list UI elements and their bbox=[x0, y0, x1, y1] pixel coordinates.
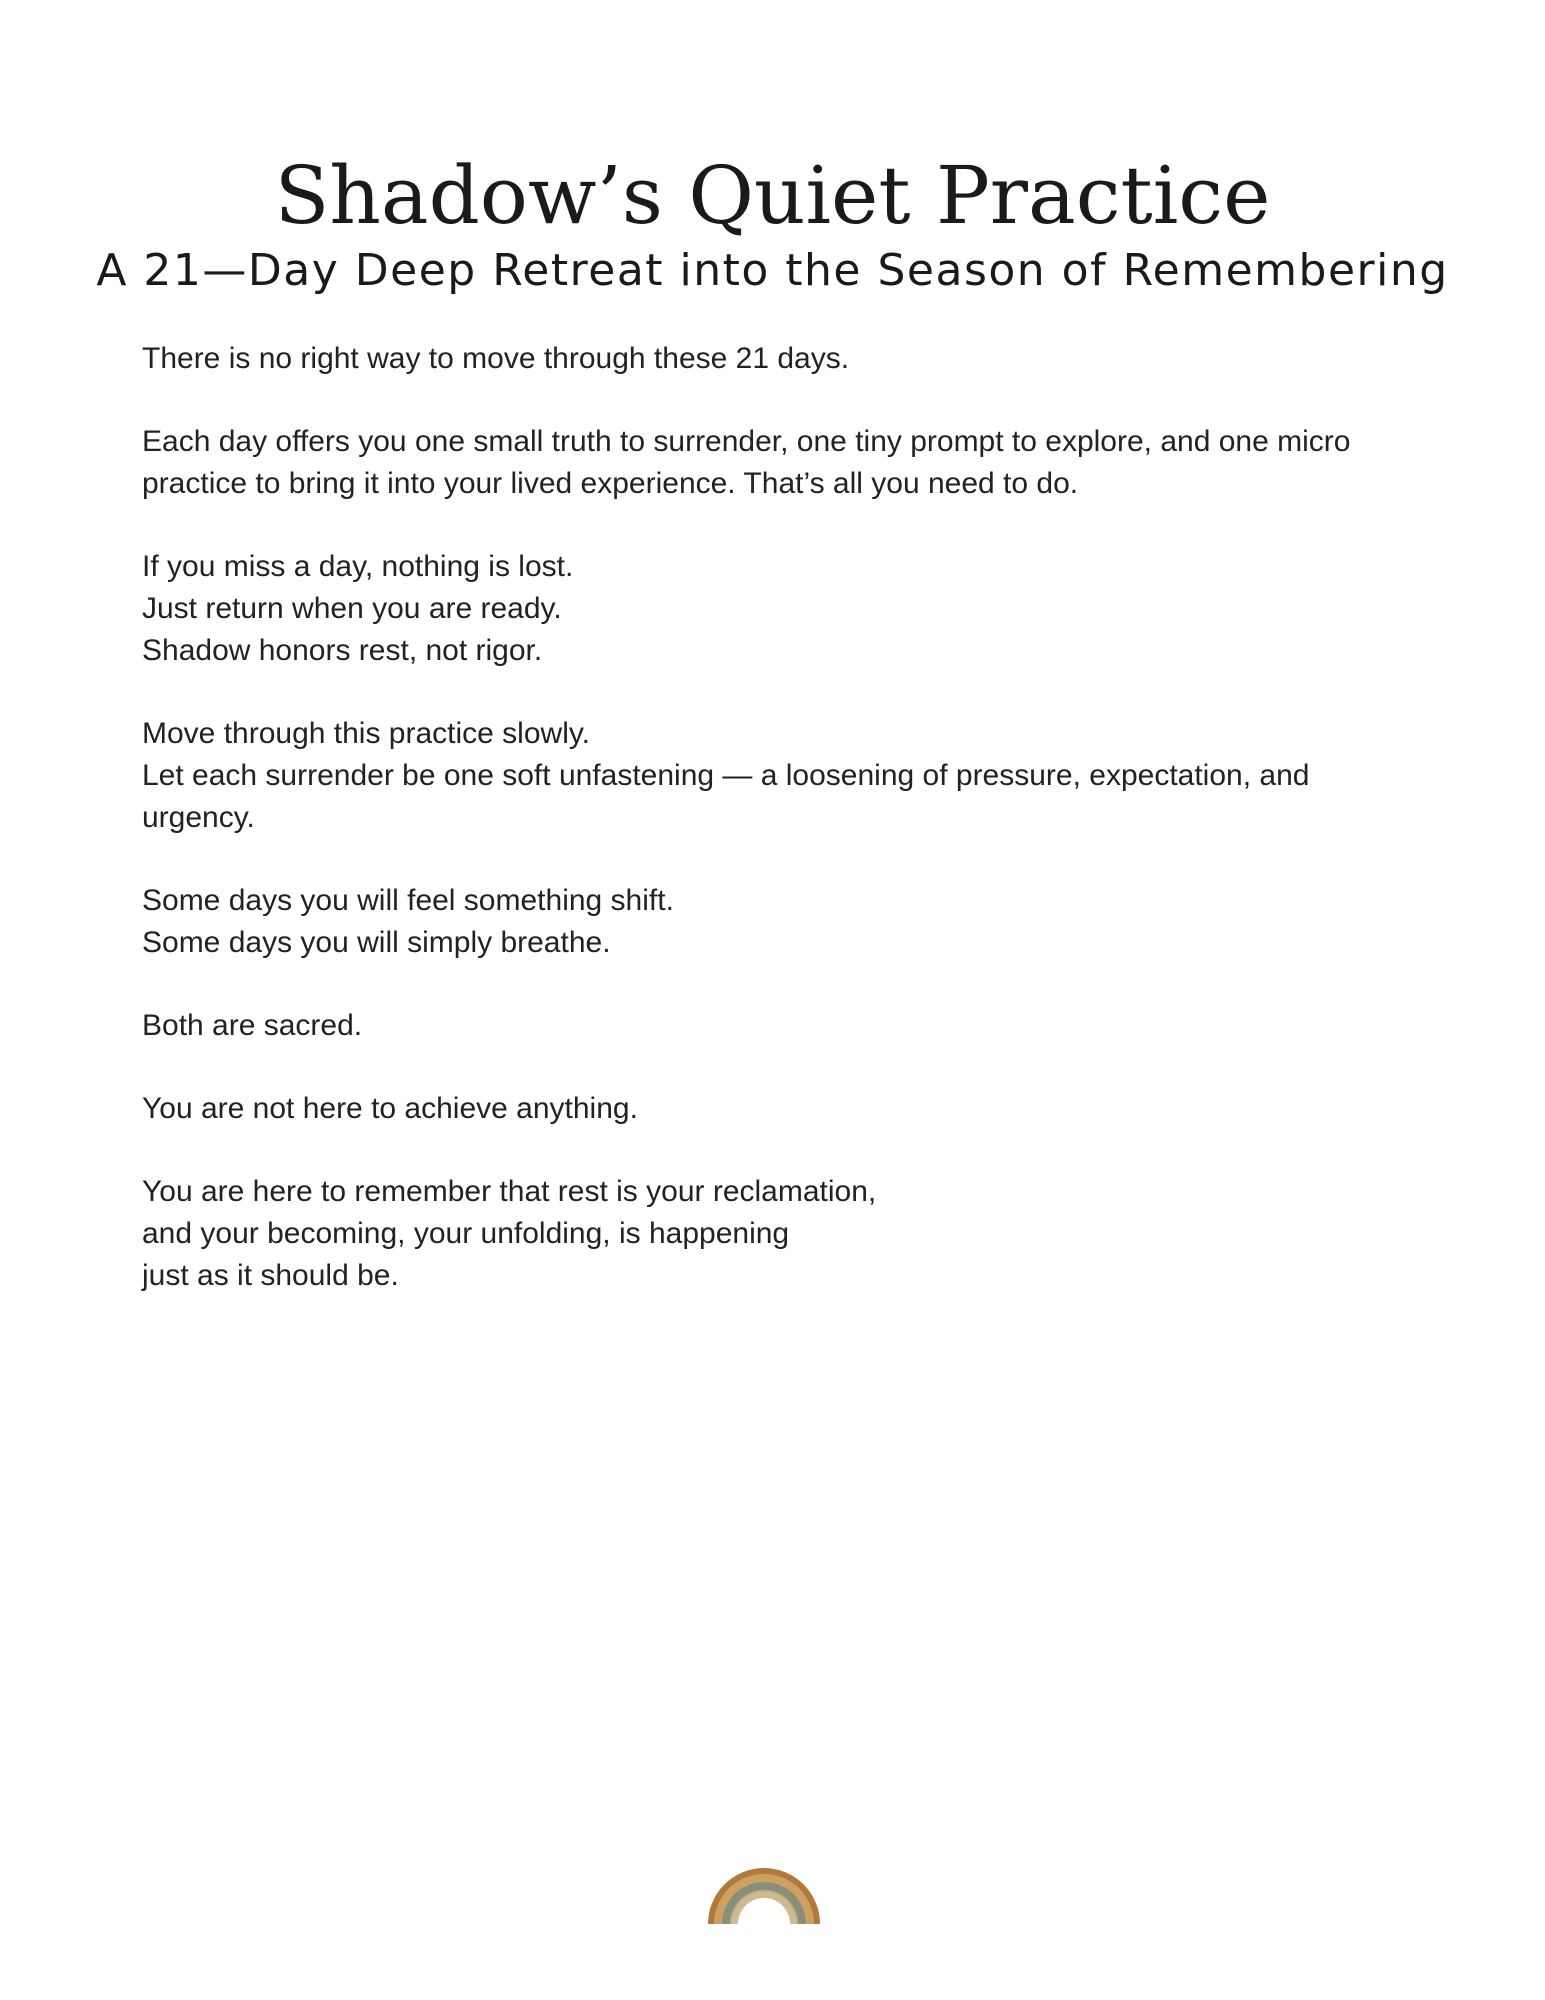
paragraph-intro: There is no right way to move through these 21 days. bbox=[142, 342, 850, 375]
text-line: Shadow honors rest, not rigor. bbox=[142, 634, 543, 667]
paragraph-move-slowly bbox=[142, 713, 1412, 839]
paragraph-some-days bbox=[142, 880, 1412, 964]
text-line: Move through this practice slowly. bbox=[142, 717, 590, 750]
text-line: Just return when you are ready. bbox=[142, 592, 562, 625]
text-line: If you miss a day, nothing is lost. bbox=[142, 550, 574, 583]
paragraph-not-achieve: You are not here to achieve anything. bbox=[142, 1092, 638, 1125]
text-line: Some days you will feel something shift. bbox=[142, 884, 674, 917]
page-subtitle: A 21—Day Deep Retreat into the Season of Remembering bbox=[96, 245, 1449, 296]
paragraph-miss-a-day bbox=[142, 546, 1412, 672]
text-line: just as it should be. bbox=[142, 1259, 399, 1292]
paragraph-sacred: Both are sacred. bbox=[142, 1009, 363, 1042]
text-line: and your becoming, your unfolding, is happening bbox=[142, 1217, 790, 1250]
text-line: Some days you will simply breathe. bbox=[142, 926, 611, 959]
text-line: Let each surrender be one soft unfastening — a loosening of pressure, expectation, and urgency. bbox=[142, 759, 1310, 834]
body-text bbox=[142, 338, 1412, 1338]
page-title: Shadow’s Quiet Practice bbox=[274, 149, 1271, 242]
paragraph-daily-offer: Each day offers you one small truth to surrender, one tiny prompt to explore, and one micro practice to bring it into your lived experience. That’s all you need to do. bbox=[142, 425, 1351, 500]
paragraph-remember bbox=[142, 1171, 1412, 1297]
text-line: You are here to remember that rest is your reclamation, bbox=[142, 1175, 877, 1208]
rainbow-icon bbox=[700, 1848, 828, 1928]
